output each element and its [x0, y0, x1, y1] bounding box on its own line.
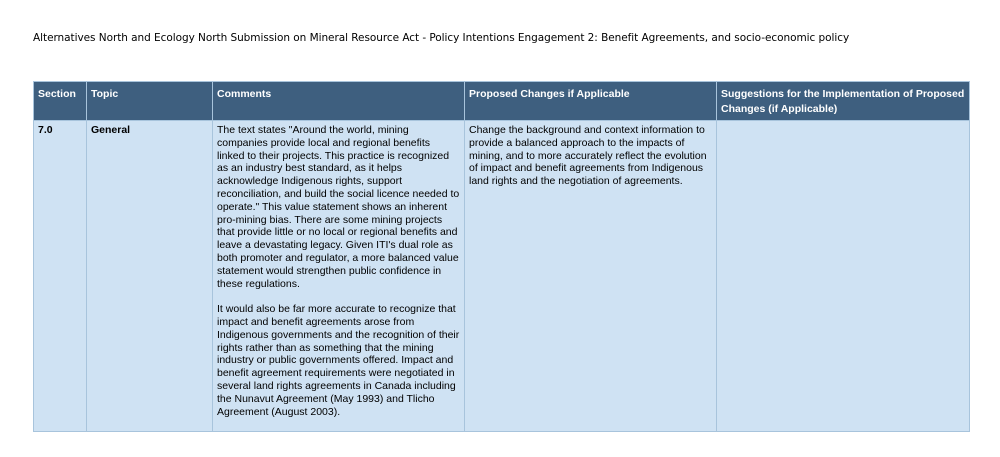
cell-section: 7.0 — [34, 121, 87, 432]
header-section: Section — [34, 82, 87, 121]
header-comments: Comments — [213, 82, 465, 121]
table-header-row — [34, 82, 970, 121]
header-topic: Topic — [87, 82, 213, 121]
cell-suggestions — [717, 121, 970, 432]
document-title: Alternatives North and Ecology North Submission on Mineral Resource Act - Policy Intentions Engagement 2: Benefit Agreements, and socio-economic policy — [33, 32, 850, 44]
header-proposed-changes: Proposed Changes if Applicable — [465, 82, 717, 121]
table-row — [34, 121, 970, 432]
cell-comments — [213, 121, 465, 432]
header-suggestions: Suggestions for the Implementation of Proposed Changes (if Applicable) — [717, 82, 970, 121]
policy-comments-table — [33, 81, 970, 432]
comment-paragraph: It would also be far more accurate to recognize that impact and benefit agreements arose from Indigenous governments and the recognition of their rights rather than as something that the mining industry or public governments offered. Impact and benefit agreement requirements were negotiated in several land rights agreements in Canada including the Nunavut Agreement (May 1993) and Tlicho Agreement (August 2003). — [217, 303, 460, 418]
cell-proposed-changes: Change the background and context information to provide a balanced approach to the impacts of mining, and to more accurately reflect the evolution of impact and benefit agreements from Indigenous land rights and the negotiation of agreements. — [465, 121, 717, 432]
cell-topic: General — [87, 121, 213, 432]
comment-paragraph: The text states "Around the world, mining companies provide local and regional benefits linked to their projects. This practice is recognized as an industry best standard, as it helps acknowledge Indigenous rights, support reconciliation, and build the social licence needed to operate." This value statement shows an inherent pro-mining bias. There are some mining projects that provide little or no local or regional benefits and leave a devastating legacy. Given ITI's dual role as both promoter and regulator, a more balanced value statement would strengthen public confidence in these regulations. — [217, 124, 460, 290]
